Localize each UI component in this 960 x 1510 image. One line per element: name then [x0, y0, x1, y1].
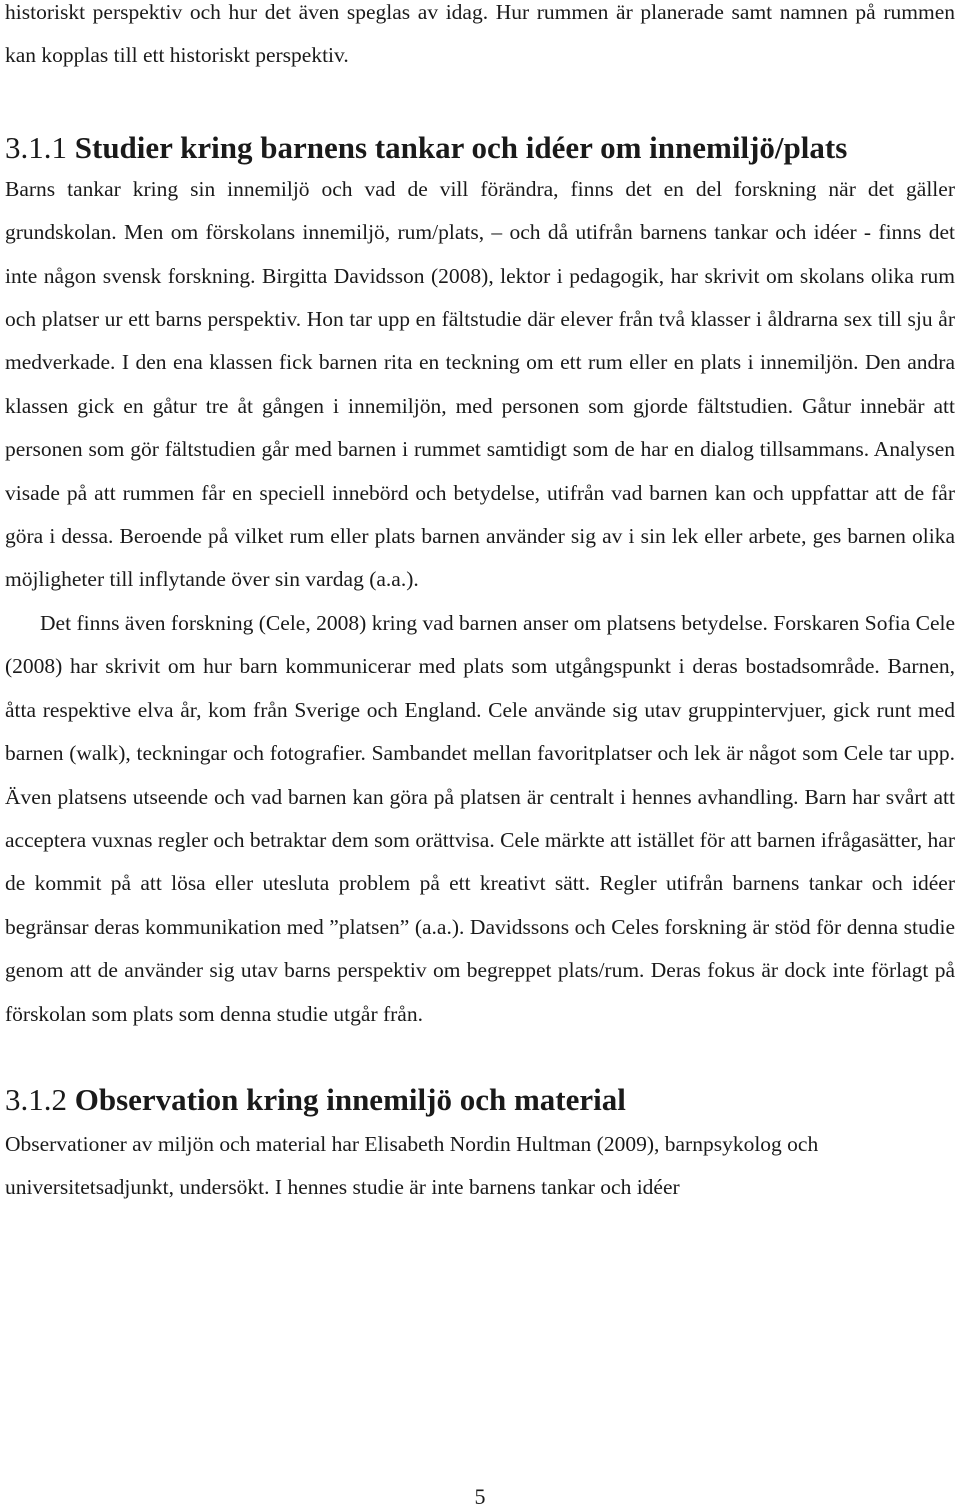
section-1-paragraph-2: Det finns även forskning (Cele, 2008) kring vad barnen anser om platsens betydelse. Forskaren Sofia Cele (2008) har skrivit om hur barn kommunicerar med plats som utgångspunkt i deras bostadsområde. Barnen, åtta respektive elva år, kom från Sverige och England. Cele använde sig utav gruppintervjuer, gick runt med barnen (walk), teckningar och fotografier. Sambandet mellan favoritplatser och lek är något som Cele tar upp. Även platsens utseende och vad barnen kan göra på platsen är centralt i hennes avhandling. Barn har svårt att acceptera vuxnas regler och betraktar dem som orättvisa. Cele märkte att istället för att barnen ifrågasätter, har de kommit på att lösa eller utesluta problem på ett kreativt sätt. Regler utifrån barnens tankar och idéer begränsar deras kommunikation med ”platsen” (a.a.). Davidssons och Celes forskning är stöd för denna studie genom att de använder sig utav barns perspektiv om begreppet plats/rum. Deras fokus är dock inte förlagt på förskolan som plats som denna studie utgår från.: [5, 610, 955, 1026]
section-1-paragraph-1: Barns tankar kring sin innemiljö och vad de vill förändra, finns det en del forskning när det gäller grundskolan. Men om förskolans innemiljö, rum/plats, – och då utifrån barnens tankar och idéer - finns det inte någon svensk forskning. Birgitta Davidsson (2008), lektor i pedagogik, har skrivit om skolans olika rum och platser ur ett barns perspektiv. Hon tar upp en fältstudie där elever från två klasser i åldrarna sex till sju år medverkade. I den ena klassen fick barnen rita en teckning om ett rum eller en plats i innemiljön. Den andra klassen gick en gåtur tre åt gången i innemiljön, med personen som gjorde fältstudien. Gåtur innebär att personen som gör fältstudien går med barnen i rummet samtidigt som de har en dialog tillsammans. Analysen visade på att rummen får en speciell innebörd och betydelse, utifrån vad barnen kan och uppfattar att de får göra i dessa. Beroende på vilket rum eller plats barnen använder sig av i sin lek eller arbete, ges barnen olika möjligheter till inflytande över sin vardag (a.a.).: [5, 176, 955, 592]
section-title: Studier kring barnens tankar och idéer om innemiljö/plats: [74, 129, 848, 165]
section-heading-3-1-2: [5, 1080, 955, 1120]
section-2-paragraph-1: Observationer av miljön och material har Elisabeth Nordin Hultman (2009), barnpsykolog och universitetsadjunkt, undersökt. I hennes studie är inte barnens tankar och idéer: [5, 1131, 819, 1200]
section-number: 3.1.1: [5, 129, 67, 165]
intro-paragraph: historiskt perspektiv och hur det även speglas av idag. Hur rummen är planerade samt namnen på rummen kan kopplas till ett historiskt perspektiv.: [5, 0, 955, 68]
section-title: Observation kring innemiljö och material: [74, 1081, 626, 1117]
page-number: 5: [474, 1484, 486, 1509]
document-page: [5, 0, 955, 1210]
section-number: 3.1.2: [5, 1081, 67, 1117]
section-heading-3-1-1: [5, 128, 955, 168]
